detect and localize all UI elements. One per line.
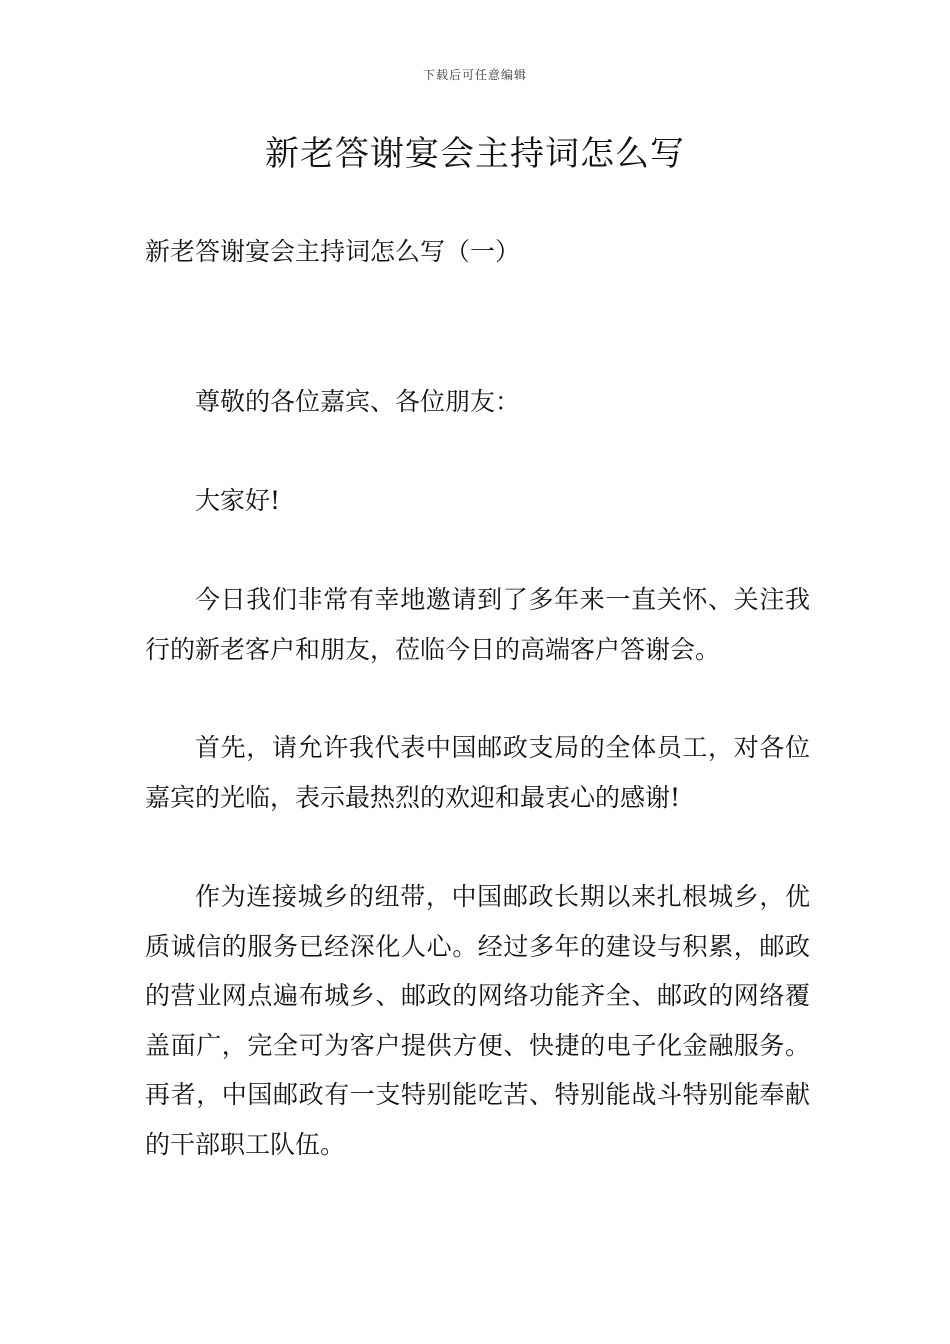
page-title: 新老答谢宴会主持词怎么写 <box>265 134 685 174</box>
body-paragraph: 作为连接城乡的纽带，中国邮政长期以来扎根城乡，优质诚信的服务已经深化人心。经过多年的建设与积累，邮政的营业网点遍布城乡、邮政的网络功能齐全、邮政的网络覆盖面广，完全可为客户提供方便、快捷的电子化金融服务。再者，中国邮政有一支特别能吃苦、特别能战斗特别能奉献的干部职工队伍。 <box>145 882 810 1159</box>
body-paragraph: 首先，请允许我代表中国邮政支局的全体员工，对各位嘉宾的光临，表示最热烈的欢迎和最衷心的感谢! <box>145 733 810 812</box>
body-paragraph: 今日我们非常有幸地邀请到了多年来一直关怀、关注我行的新老客户和朋友，莅临今日的高端客户答谢会。 <box>145 585 810 664</box>
hello-block <box>145 476 810 526</box>
paragraph-block-2 <box>145 723 810 822</box>
greeting-paragraph: 尊敬的各位嘉宾、各位朋友： <box>195 387 521 416</box>
section-subtitle: 新老答谢宴会主持词怎么写（一） <box>145 237 521 266</box>
paragraph-block-3 <box>145 872 810 1169</box>
hello-paragraph: 大家好! <box>195 486 281 515</box>
paragraph-block-1 <box>145 575 810 674</box>
greeting-block <box>145 377 810 427</box>
header-note: 下载后可任意编辑 <box>422 68 527 82</box>
